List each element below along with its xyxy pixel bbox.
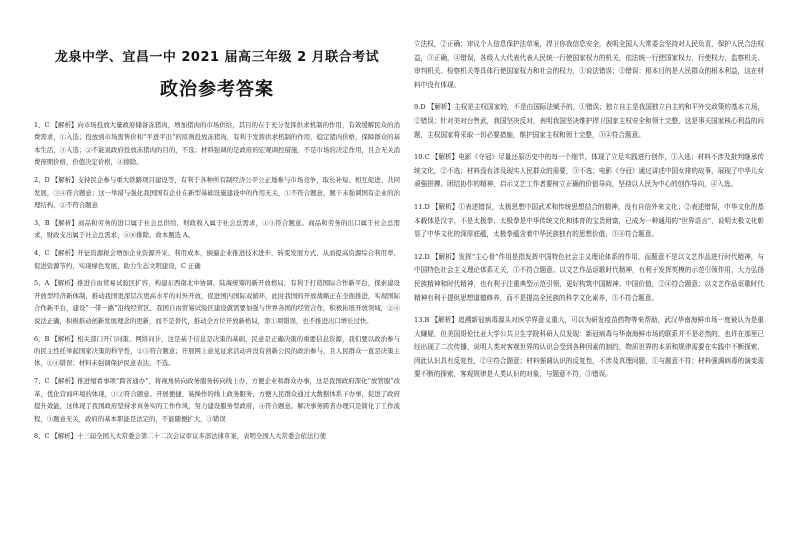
right-column	[414, 0, 764, 391]
answer-item-4: 4、C 【解析】开征资源税会增加企业资源开采、利用成本，倒逼企业推进技术进步，转变发展方式，从而提高资源综合利用率，促进资源节约，实现绿色发展，助力生态文明建设，C 正确	[34, 249, 400, 270]
answer-item-11: 11.D 【解析】①表述错误，太极思想中国武术和传统思想结合的精神，没有自信外来文化；②表述错误，中华文化的基本载体是汉字，不是太极拳，太极拳是中华传统文化和体育的宝贵财富，已成为一种通用的“世界语言”，说明太极文化彰显了中华文化的深厚底蕴，太极拳蕴含着中华民族独有的思想价值，③④符合题意。	[414, 202, 764, 239]
exam-title: 龙泉中学、宜昌一中 2021 届高三年级 2 月联合考试	[54, 50, 380, 65]
answer-item-7: 7、C 【解析】推进缩看事项“跨省通办”，将视角转向政务服务转向线上办，方便企业和群众办事，这是我国政府深化“放管服”改革，优化营商环境的体现，①②符合题意。开展便捷、易操作的线上政务服务，方便人民群众通过大数据体系下办事，促进了政府提升效能，这体现了我国政府坚持求真务实的工作作风，努力建设服务型政府，④符合题意。解决事务跨省办理只是简化了工作流程，③题意无关，政府的基本职能是法定的，不能随便扩大，③错误	[34, 377, 400, 423]
answer-item-2: 2、D 【解析】支持民企参与重大铁路项目建设等，有利于各种所有制经济公平公正地参与市场竞争，取长补短、相互促进、共同发展，③④符合题意；这一举措与强化我国国有企业在新型基础设施建设中的作用无关，①不符合题意，题干未强调国有企业的治理结构，②不符合题意	[34, 176, 400, 209]
answer-item-6: 6、B 【解析】相关部门开门问策、网络问计，这是基于信息是决策的基础，民意是正确决策的重要信息资源，我们要以政治参与的民主性托举起国家决策的科学性，②③符合题意；开展网上意见征求活动并没有创新公民的政治参与，且人民群众一直是决策主体，①④错误；材料未强调保护民意表达，不选。	[34, 334, 400, 368]
answer-item-9: 9.D 【解析】主权是主权国家的，不是由国际法赋予的，①错误；独立自主是我国独立自主的和平外交政策的基本立场，②错误；针对美对台售武，我国坚决反对，表明我国坚决维护捍卫国家主权安全和领土完整，这是事关国家核心利益的问题，主权国家将采取一切必要措施，维护国家主权和领土完整，③④符合题意。	[414, 103, 764, 139]
answer-item-13: 13.B 【解析】追溯新冠病毒源头对医学界意义重大，可以为研发疫苗药物等来帮助，武汉华南海鲜市场一度被认为是重大嫌疑，但美国哥伦比亚大学公共卫生学院科研人员发现：新冠病毒与华南海鲜市场的联系并不是必然的，也许在那里已经出现了二次传播，说明人类对客观世界的认识会受到各种因素的制约，物质世界的本质和规律需要在实践中不断探索，因此认识具有反复性，②④符合题意；材料强调认识的反复性，不涉及真理问题，①与题意不符；材料强调病毒的演变需要不断的探索，客观规律是人类认识的对象，与题意不符，③错误。	[414, 316, 764, 379]
answer-item-12: 12.D 【解析】发挥“主心骨”作用是指发挥中国特色社会主义理论体系的作用，而题意不是以文艺作品进行时代精神，与中国特色社会主义理论体系无关，①不符合题意。以文艺作品讴歌时代精神，有利于发挥英模的示范引领作用，大力弘扬民族精神和时代精神，也有利于注重典型示范引领，更好构筑中国精神、中国价值，②④符合题意；以文艺作品讴歌时代精神有利于提供思想道德修养，而不是提高全民族的科学文化素养，③不符合题意。	[414, 252, 764, 302]
answer-item-1: 1、C 【解析】向市场投放大量政府储备冻猪肉，增加猪肉的市场供给，其目的在于充分发挥供求机制的作用，有效缓解民众的消费需求，①入选；投放到市场需售价和“平进平出”的原则投放冻猪肉，有利于发挥供求机制的作用，稳定猪肉价格，保障群众的基本生活，③入选；②不能说政府投放冻猪肉的目的，不选；材料强调的是政府的宏观调控措施，不是市场的决定作用，且会无关消费预期价格，价值决定价格，④排除。	[34, 121, 400, 167]
answer-item-8: 8、C 【解析】十三届全国人大常委会第二十二次会议审议多部法律草案，表明全国人大常委会依法行使	[34, 432, 327, 441]
left-column	[34, 0, 400, 448]
answer-item-3: 3、B 【解析】商品和劳务的进口属于社会总供给，财政收入属于社会总需求，①③符合题意。商品和劳务的出口属于社会总需求，财政支出属于社会总需求，④⑥排除，故本题选 A。	[34, 218, 400, 240]
answer-item-10: 10.C 【解析】电影《夺冠》尽量还原历史中的每一个细节，体现了立足实践进行创作，①入选；材料不涉及批判继承传统文化，②不选；材料没有涉及现实人民群众的需要，③不选；电影《夺冠》通过讲述中国女排的故事，展现了中华儿女顽强拼搏、团结协作的精神，启示文艺工作者要树立正确的价值导向，坚持以人民为中心的创作导向，④入选。	[414, 153, 764, 189]
right-answer-list	[414, 101, 764, 382]
left-answer-list	[34, 119, 400, 443]
answer-item-5: 5、A 【解析】推进自由贸易试验区扩容，构建东西南北中协调、陆海统筹的新开放格局，有利于打造国际合作新平台，探索建设开放型经济新体制，推动我国更深层次更高水平的对外开放，促进国内国际双循环，此时我国的开放战略正在全面推进，实现国际合作新平台，建设“一带一路”沿线经贸区，我国自由贸易试验区建设就需要加强与世界各国的经贸合作，积极拓展开放领域，②④说法正确，积极推动创新发展理念的更新，而不是替代，推动全方位开放新格局，第①项错误，也不推进出口增长过快。	[34, 279, 400, 325]
answer-key-title: 政治参考答案	[160, 79, 274, 100]
answer-item-8-continued: 立法权，②正确；审议个人信息保护法草案，捍卫你我信息安全，表明全国人大常委会坚持对人民负责，保护人民合法权益，③正确，④错误，各级人大代表代表人民统一行使国家权力的机关，依法统一行使国家权力，行使权力，监察机关、审判机关、检察机关等具体行使国家权力和社会的权力，①说法错误；②错误：根本目的是人民群众的根本利益，这在材料中没有体现。	[414, 40, 764, 89]
